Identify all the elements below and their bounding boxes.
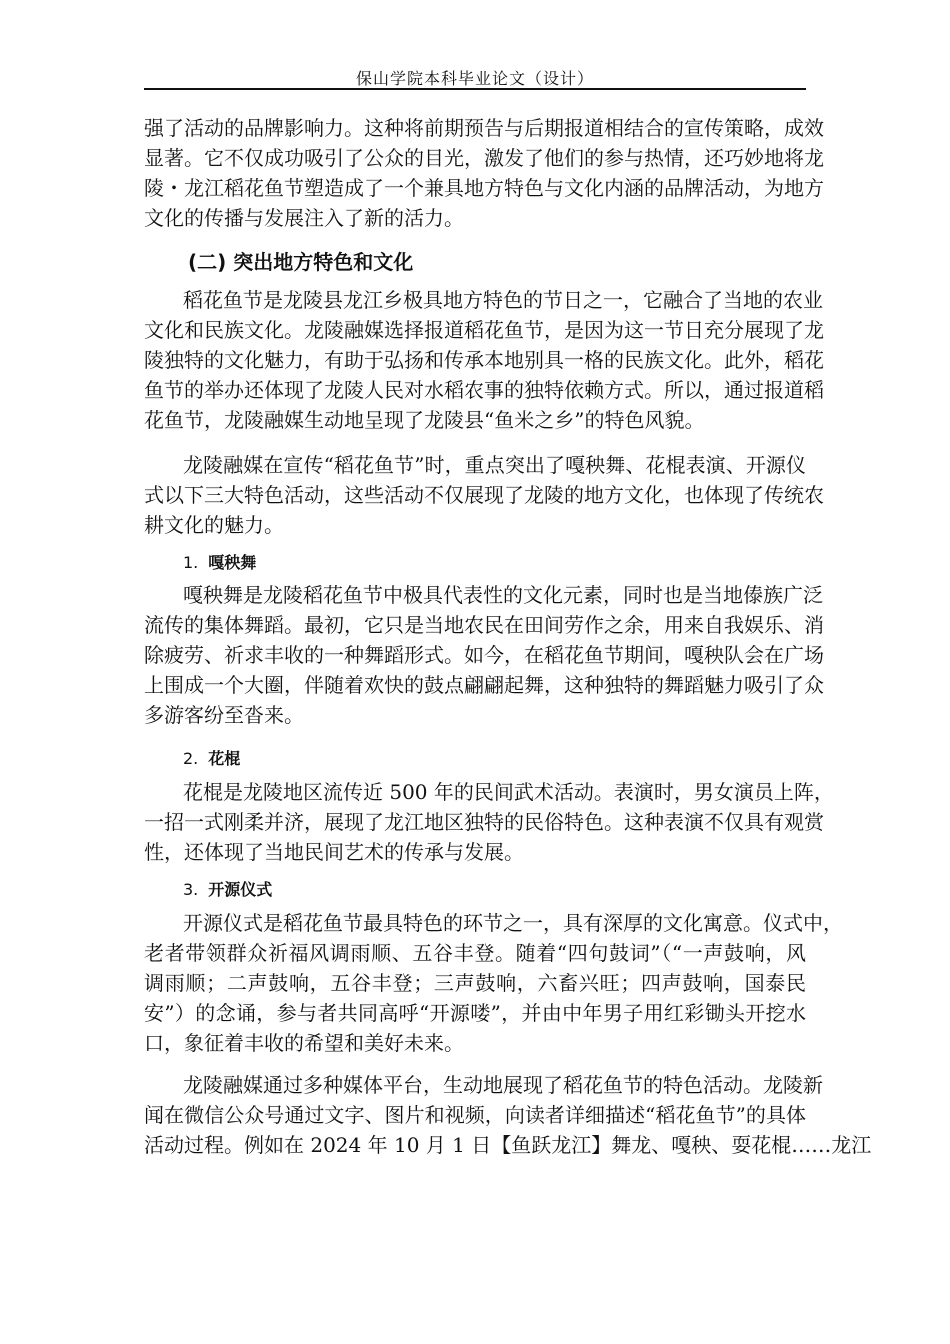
text-line: 陵・龙江稻花鱼节塑造成了一个兼具地方特色与文化内涵的品牌活动，为地方 [144,176,824,200]
page-header: 保山学院本科毕业论文（设计） [355,69,594,88]
text-line: 耕文化的魅力。 [144,513,284,537]
text-line: 活动过程。例如在 2024 年 10 月 1 日【鱼跃龙江】舞龙、嘎秧、耍花棍……龙江 [144,1133,872,1157]
text-line: 花鱼节，龙陵融媒生动地呈现了龙陵县“鱼米之乡”的特色风貌。 [144,408,705,432]
section-heading: (二) 突出地方特色和文化 [188,250,414,274]
text-line: 显著。它不仅成功吸引了公众的目光，激发了他们的参与热情，还巧妙地将龙 [144,146,824,170]
subheading-title: 开源仪式 [208,880,273,899]
subheading-3 [183,876,272,904]
subheading-1 [183,549,256,577]
subheading-2 [183,745,240,773]
text-line: 龙陵融媒在宣传“稻花鱼节”时，重点突出了嘎秧舞、花棍表演、开源仪 [183,453,806,477]
text-line: 稻花鱼节是龙陵县龙江乡极具地方特色的节日之一，它融合了当地的农业 [183,288,823,312]
text-line: 文化和民族文化。龙陵融媒选择报道稻花鱼节，是因为这一节日充分展现了龙 [144,318,824,342]
text-line: 嘎秧舞是龙陵稻花鱼节中极具代表性的文化元素，同时也是当地傣族广泛 [183,583,823,607]
text-line: 上围成一个大圈，伴随着欢快的鼓点翩翩起舞，这种独特的舞蹈魅力吸引了众 [144,673,824,697]
subheading-title: 花棍 [208,749,241,768]
text-line: 鱼节的举办还体现了龙陵人民对水稻农事的独特依赖方式。所以，通过报道稻 [144,378,824,402]
text-line: 老者带领群众祈福风调雨顺、五谷丰登。随着“四句鼓词”（“一声鼓响，风 [144,941,806,965]
text-line: 安”）的念诵，参与者共同高呼“开源喽”，并由中年男子用红彩锄头开挖水 [144,1001,806,1025]
text-line: 多游客纷至沓来。 [144,703,304,727]
text-line: 开源仪式是稻花鱼节最具特色的环节之一，具有深厚的文化寓意。仪式中， [183,911,843,935]
subheading-number: 1. [183,553,199,572]
text-line: 性，还体现了当地民间艺术的传承与发展。 [144,840,524,864]
subheading-number: 3. [183,880,199,899]
text-line: 流传的集体舞蹈。最初，它只是当地农民在田间劳作之余，用来自我娱乐、消 [144,613,824,637]
header-rule [144,88,806,90]
text-line: 文化的传播与发展注入了新的活力。 [144,206,464,230]
text-line: 除疲劳、祈求丰收的一种舞蹈形式。如今，在稻花鱼节期间，嘎秧队会在广场 [144,643,824,667]
text-line: 一招一式刚柔并济，展现了龙江地区独特的民俗特色。这种表演不仅具有观赏 [144,810,824,834]
text-line: 式以下三大特色活动，这些活动不仅展现了龙陵的地方文化，也体现了传统农 [144,483,824,507]
subheading-number: 2. [183,749,199,768]
text-line: 调雨顺；二声鼓响，五谷丰登；三声鼓响，六畜兴旺；四声鼓响，国泰民 [144,971,806,995]
text-line: 强了活动的品牌影响力。这种将前期预告与后期报道相结合的宣传策略，成效 [144,116,824,140]
text-line: 口，象征着丰收的希望和美好未来。 [144,1031,464,1055]
text-line: 闻在微信公众号通过文字、图片和视频，向读者详细描述“稻花鱼节”的具体 [144,1103,806,1127]
subheading-title: 嘎秧舞 [208,553,257,572]
text-line: 陵独特的文化魅力，有助于弘扬和传承本地别具一格的民族文化。此外，稻花 [144,348,824,372]
text-line: 花棍是龙陵地区流传近 500 年的民间武术活动。表演时，男女演员上阵， [183,780,834,804]
text-line: 龙陵融媒通过多种媒体平台，生动地展现了稻花鱼节的特色活动。龙陵新 [183,1073,823,1097]
